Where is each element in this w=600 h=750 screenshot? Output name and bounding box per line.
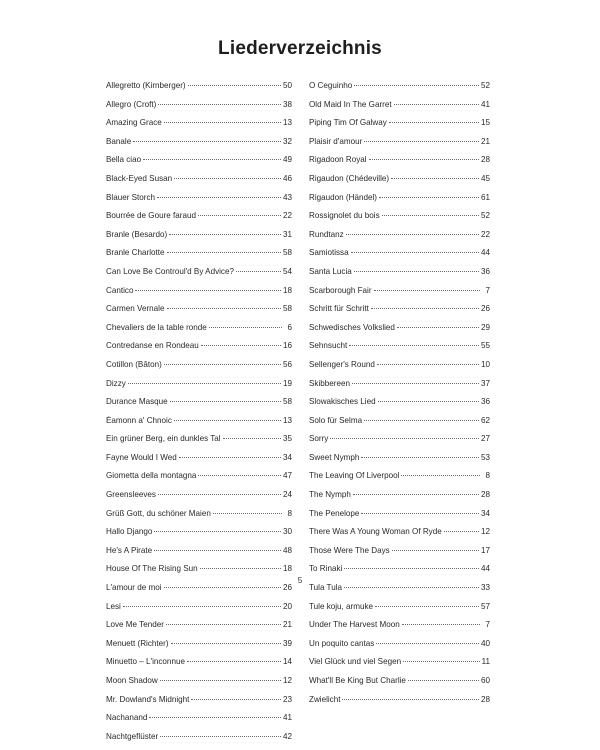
song-page-number: 13 <box>282 415 292 425</box>
song-page-number: 55 <box>480 341 490 351</box>
song-title: Tule koju, armuke <box>309 601 374 611</box>
song-title: Cantico <box>106 285 134 295</box>
song-page-number: 42 <box>282 731 292 741</box>
dot-leader <box>158 104 281 105</box>
dot-leader <box>157 197 281 198</box>
dot-leader <box>346 234 479 235</box>
index-entry <box>309 230 490 249</box>
index-entry <box>309 434 490 453</box>
song-title: Fayne Would I Wed <box>106 452 177 462</box>
dot-leader <box>164 364 281 365</box>
dot-leader <box>158 494 281 495</box>
index-entry <box>106 416 292 435</box>
song-page-number: 16 <box>282 341 292 351</box>
song-title: Chevaliers de la table ronde <box>106 322 207 332</box>
song-title: Cotillon (Bâton) <box>106 359 162 369</box>
dot-leader <box>379 197 479 198</box>
song-page-number: 20 <box>282 601 292 611</box>
song-title: Minuetto – L'inconnue <box>106 657 185 667</box>
dot-leader <box>128 383 281 384</box>
song-title: Branle Charlotte <box>106 248 165 258</box>
dot-leader <box>154 550 281 551</box>
song-title: Dizzy <box>106 378 126 388</box>
song-page-number: 14 <box>282 657 292 667</box>
index-entry <box>309 657 490 676</box>
dot-leader <box>164 587 281 588</box>
dot-leader <box>174 178 281 179</box>
song-page-number: 62 <box>480 415 490 425</box>
dot-leader <box>209 327 282 328</box>
index-entry <box>309 695 490 714</box>
song-title: Ein grüner Berg, ein dunkles Tal <box>106 434 221 444</box>
index-entry <box>106 527 292 546</box>
song-page-number: 7 <box>485 285 490 295</box>
song-title: Scarborough Fair <box>309 285 372 295</box>
song-title: Nachanand <box>106 713 148 723</box>
index-entry <box>106 602 292 621</box>
song-title: Allegro (Croft) <box>106 99 157 109</box>
song-page-number: 22 <box>282 211 292 221</box>
dot-leader <box>330 438 479 439</box>
song-page-number: 26 <box>282 583 292 593</box>
dot-leader <box>200 568 281 569</box>
dot-leader <box>160 680 281 681</box>
song-title: Bella ciao <box>106 155 142 165</box>
song-page-number: 33 <box>480 583 490 593</box>
song-page-number: 18 <box>282 285 292 295</box>
index-entry <box>309 304 490 323</box>
song-page-number: 21 <box>480 136 490 146</box>
song-page-number: 6 <box>287 322 292 332</box>
song-page-number: 17 <box>480 545 490 555</box>
dot-leader <box>382 215 479 216</box>
dot-leader <box>364 420 479 421</box>
dot-leader <box>169 234 281 235</box>
song-page-number: 26 <box>480 304 490 314</box>
index-entry <box>106 397 292 416</box>
index-entry <box>309 155 490 174</box>
song-title: Sellenger's Round <box>309 359 375 369</box>
index-entry <box>106 248 292 267</box>
song-page-number: 11 <box>481 657 490 667</box>
song-page-number: 12 <box>480 527 490 537</box>
index-entry <box>309 527 490 546</box>
dot-leader <box>408 680 479 681</box>
song-page-number: 48 <box>282 545 292 555</box>
song-title: Old Maid In The Garret <box>309 99 392 109</box>
song-page-number: 53 <box>480 452 490 462</box>
song-title: Lesi <box>106 601 121 611</box>
dot-leader <box>376 643 479 644</box>
dot-leader <box>361 457 479 458</box>
index-entry <box>309 248 490 267</box>
dot-leader <box>236 271 281 272</box>
song-page-number: 46 <box>282 173 292 183</box>
index-entry <box>106 620 292 639</box>
song-page-number: 36 <box>480 266 490 276</box>
index-entry <box>309 509 490 528</box>
dot-leader <box>353 494 479 495</box>
index-entry <box>106 341 292 360</box>
page-title: Liederverzeichnis <box>218 38 382 59</box>
song-title: The Leaving Of Liverpool <box>309 471 400 481</box>
song-page-number: 41 <box>480 99 490 109</box>
index-entry <box>309 267 490 286</box>
dot-leader <box>364 141 479 142</box>
song-title: There Was A Young Woman Of Ryde <box>309 527 442 537</box>
song-title: Menuett (Richter) <box>106 638 169 648</box>
song-title: Black-Eyed Susan <box>106 173 173 183</box>
dot-leader <box>354 271 479 272</box>
song-page-number: 58 <box>282 248 292 258</box>
dot-leader <box>361 513 479 514</box>
song-page-number: 43 <box>282 192 292 202</box>
index-entry <box>309 193 490 212</box>
song-page-number: 8 <box>287 508 292 518</box>
dot-leader <box>213 513 282 514</box>
index-entry <box>106 583 292 602</box>
index-entry <box>309 81 490 100</box>
song-page-number: 60 <box>480 676 490 685</box>
song-page-number: 47 <box>282 471 292 481</box>
song-page-number: 31 <box>282 229 292 239</box>
song-page-number: 49 <box>282 155 292 165</box>
song-title: Un poquito cantas <box>309 638 375 648</box>
song-page-number: 8 <box>485 471 490 481</box>
song-page-number: 57 <box>480 601 490 611</box>
song-page-number: 15 <box>480 118 490 128</box>
song-page-number: 28 <box>480 155 490 165</box>
song-title: Mr. Dowland's Midnight <box>106 694 190 704</box>
dot-leader <box>135 290 281 291</box>
song-title: Santa Lucia <box>309 266 352 276</box>
song-page-number: 54 <box>282 266 292 276</box>
index-entry <box>106 267 292 286</box>
index-entry <box>309 546 490 565</box>
index-entry <box>309 416 490 435</box>
dot-leader <box>352 383 479 384</box>
dot-leader <box>174 420 281 421</box>
index-entry <box>106 100 292 119</box>
dot-leader <box>201 345 281 346</box>
song-title: Sorry <box>309 434 329 444</box>
song-title: Samiotissa <box>309 248 349 258</box>
dot-leader <box>351 252 479 253</box>
index-entry <box>309 453 490 472</box>
song-title: Rossignolet du bois <box>309 211 380 221</box>
index-entry <box>309 360 490 379</box>
dot-leader <box>170 401 281 402</box>
song-title: Those Were The Days <box>309 545 390 555</box>
dot-leader <box>167 308 281 309</box>
dot-leader <box>349 345 479 346</box>
index-entry <box>309 397 490 416</box>
song-title: Love Me Tender <box>106 620 164 630</box>
index-entry <box>106 490 292 509</box>
song-page-number: 56 <box>282 359 292 369</box>
index-entry <box>309 211 490 230</box>
index-entry <box>106 732 292 750</box>
dot-leader <box>223 438 281 439</box>
index-entry <box>106 360 292 379</box>
dot-leader <box>394 104 479 105</box>
song-title: Hallo Django <box>106 527 153 537</box>
index-entry <box>309 471 490 490</box>
index-entry <box>106 695 292 714</box>
song-title: Piping Tim Of Galway <box>309 118 387 128</box>
dot-leader <box>133 141 281 142</box>
song-page-number: 34 <box>480 508 490 518</box>
index-entry <box>106 137 292 156</box>
song-page-number: 39 <box>282 638 292 648</box>
song-page-number: 44 <box>480 248 490 258</box>
index-entry <box>309 323 490 342</box>
index-entry <box>106 81 292 100</box>
dot-leader <box>402 624 480 625</box>
dot-leader <box>191 699 281 700</box>
index-entry <box>106 118 292 137</box>
song-title: Schritt für Schritt <box>309 304 369 314</box>
song-title: Viel Glück und viel Segen <box>309 657 402 667</box>
index-entry <box>106 211 292 230</box>
song-page-number: 61 <box>480 192 490 202</box>
song-title: O Ceguinho <box>309 81 353 90</box>
dot-leader <box>444 531 479 532</box>
index-entry <box>106 639 292 658</box>
song-title: Tula Tula <box>309 583 342 593</box>
dot-leader <box>179 457 281 458</box>
song-title: Éamonn a' Chnoic <box>106 415 172 425</box>
song-page-number: 13 <box>282 118 292 128</box>
song-title: Giometta della montagna <box>106 471 197 481</box>
dot-leader <box>344 587 479 588</box>
index-entry <box>106 509 292 528</box>
dot-leader <box>374 290 480 291</box>
song-page-number: 32 <box>282 136 292 146</box>
song-page-number: 58 <box>282 304 292 314</box>
index-entry <box>106 676 292 695</box>
song-title: Slowakisches Lied <box>309 397 376 407</box>
song-title: Rigadoon Royal <box>309 155 367 165</box>
song-title: Schwedisches Volkslied <box>309 322 395 332</box>
index-entry <box>106 471 292 490</box>
song-title: Skibbereen <box>309 378 350 388</box>
index-entry <box>309 286 490 305</box>
dot-leader <box>389 122 479 123</box>
dot-leader <box>123 606 281 607</box>
song-page-number: 41 <box>282 713 292 723</box>
song-page-number: 22 <box>480 229 490 239</box>
index-entry <box>309 118 490 137</box>
index-entry <box>309 100 490 119</box>
song-page-number: 24 <box>282 490 292 500</box>
song-page-number: 34 <box>282 452 292 462</box>
song-page-number: 30 <box>282 527 292 537</box>
dot-leader <box>187 661 281 662</box>
dot-leader <box>143 159 281 160</box>
dot-leader <box>342 699 479 700</box>
dot-leader <box>149 717 281 718</box>
song-title: Branle (Besardo) <box>106 229 168 239</box>
song-title: Contredanse en Rondeau <box>106 341 199 351</box>
dot-leader <box>401 475 480 476</box>
index-entry <box>309 341 490 360</box>
song-page-number: 10 <box>480 359 490 369</box>
song-title: Rigaudon (Händel) <box>309 192 377 202</box>
index-entry <box>106 155 292 174</box>
song-title: The Penelope <box>309 508 360 518</box>
song-title: Nachtgeflüster <box>106 731 159 741</box>
song-page-number: 28 <box>480 490 490 500</box>
song-page-number: 50 <box>282 81 292 90</box>
index-entry <box>106 304 292 323</box>
song-page-number: 52 <box>480 211 490 221</box>
song-title: Solo für Selma <box>309 415 363 425</box>
song-title: Allegretto (Kirnberger) <box>106 81 186 90</box>
index-entry <box>309 676 490 695</box>
index-entry <box>106 657 292 676</box>
song-page-number: 44 <box>480 564 490 574</box>
index-entry <box>106 434 292 453</box>
index-entry <box>106 174 292 193</box>
dot-leader <box>198 215 281 216</box>
dot-leader <box>354 85 479 86</box>
song-index-left-column <box>106 81 292 750</box>
index-entry <box>106 546 292 565</box>
song-title: To Rinaki <box>309 564 343 574</box>
index-entry <box>309 174 490 193</box>
index-entry <box>106 323 292 342</box>
dot-leader <box>198 475 281 476</box>
song-page-number: 38 <box>282 99 292 109</box>
song-title: What'll Be King But Charlie <box>309 676 406 685</box>
dot-leader <box>375 606 479 607</box>
index-entry <box>309 379 490 398</box>
song-title: Moon Shadow <box>106 676 158 685</box>
song-title: Zwielicht <box>309 694 341 704</box>
song-title: Plaisir d'amour <box>309 136 363 146</box>
index-entry <box>309 583 490 602</box>
index-entry <box>309 602 490 621</box>
song-title: Greensleeves <box>106 490 156 500</box>
song-title: The Nymph <box>309 490 351 500</box>
index-entry <box>106 453 292 472</box>
song-page-number: 40 <box>480 638 490 648</box>
dot-leader <box>403 661 480 662</box>
dot-leader <box>391 178 479 179</box>
index-entry <box>106 379 292 398</box>
song-title: Durance Masque <box>106 397 168 407</box>
song-title: Can Love Be Controul'd By Advice? <box>106 266 234 276</box>
song-page-number: 52 <box>480 81 490 90</box>
song-page-number: 27 <box>480 434 490 444</box>
index-entry <box>309 490 490 509</box>
song-page-number: 29 <box>480 322 490 332</box>
song-page-number: 58 <box>282 397 292 407</box>
index-entry <box>106 230 292 249</box>
song-title: Bourrée de Goure faraud <box>106 211 196 221</box>
index-entry <box>309 639 490 658</box>
song-page-number: 35 <box>282 434 292 444</box>
song-title: Sweet Nymph <box>309 452 360 462</box>
dot-leader <box>397 327 479 328</box>
dot-leader <box>166 624 281 625</box>
song-title: He's A Pirate <box>106 545 153 555</box>
song-page-number: 45 <box>480 173 490 183</box>
song-title: Under The Harvest Moon <box>309 620 400 630</box>
song-title: Sehnsucht <box>309 341 348 351</box>
song-title: Rundtanz <box>309 229 344 239</box>
song-title: Blauer Storch <box>106 192 156 202</box>
dot-leader <box>392 550 479 551</box>
dot-leader <box>160 736 281 737</box>
song-title: L'amour de moi <box>106 583 162 593</box>
song-page-number: 36 <box>480 397 490 407</box>
song-title: Rigaudon (Chédeville) <box>309 173 390 183</box>
song-title: Amazing Grace <box>106 118 162 128</box>
song-page-number: 19 <box>282 378 292 388</box>
song-index-right-column <box>309 81 490 713</box>
song-page-number: 21 <box>282 620 292 630</box>
dot-leader <box>164 122 281 123</box>
song-page-number: 28 <box>480 694 490 704</box>
index-entry <box>106 713 292 732</box>
index-entry <box>106 193 292 212</box>
dot-leader <box>378 401 479 402</box>
dot-leader <box>167 252 281 253</box>
song-page-number: 18 <box>282 564 292 574</box>
song-title: Carmen Vernale <box>106 304 165 314</box>
dot-leader <box>371 308 479 309</box>
song-page-number: 37 <box>480 378 490 388</box>
song-page-number: 12 <box>282 676 292 685</box>
song-title: Banale <box>106 136 132 146</box>
dot-leader <box>154 531 281 532</box>
index-entry <box>309 137 490 156</box>
dot-leader <box>171 643 281 644</box>
dot-leader <box>369 159 479 160</box>
song-title: Grüß Gott, du schöner Maien <box>106 508 211 518</box>
dot-leader <box>377 364 479 365</box>
page-number: 5 <box>297 576 303 585</box>
dot-leader <box>344 568 479 569</box>
song-page-number: 7 <box>485 620 490 630</box>
index-entry <box>106 286 292 305</box>
song-page-number: 23 <box>282 694 292 704</box>
index-entry <box>309 620 490 639</box>
song-title: House Of The Rising Sun <box>106 564 198 574</box>
dot-leader <box>188 85 281 86</box>
